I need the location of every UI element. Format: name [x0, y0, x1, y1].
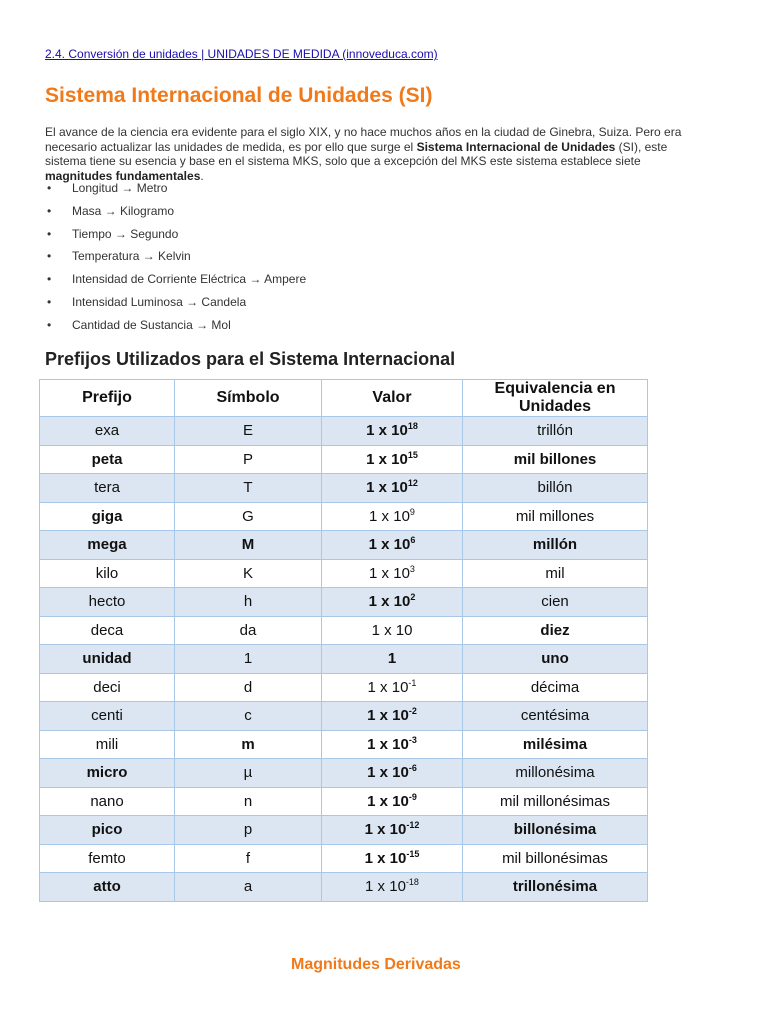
cell-valor [322, 759, 463, 788]
cell-equivalencia: diez [463, 616, 648, 645]
cell-equivalencia: millonésima [463, 759, 648, 788]
valor-exponent: 9 [409, 506, 415, 517]
prefixes-table [39, 379, 648, 902]
valor-base: 1 x 10 [366, 422, 408, 440]
table-row [40, 873, 648, 902]
valor-exponent: -12 [406, 820, 420, 831]
intro-paragraph [45, 125, 710, 183]
cell-simbolo: 1 [175, 645, 322, 674]
valor-base: 1 x 10 [368, 536, 411, 554]
table-title: Prefijos Utilizados para el Sistema Internacional [45, 349, 456, 369]
table-row [40, 702, 648, 731]
unit-text: Longitud → Metro [72, 181, 168, 195]
cell-equivalencia: décima [463, 673, 648, 702]
cell-simbolo: da [175, 616, 322, 645]
cell-valor [322, 844, 463, 873]
cell-simbolo: E [175, 417, 322, 446]
valor-base: 1 x 10 [371, 621, 413, 639]
cell-valor [322, 417, 463, 446]
cell-prefijo: femto [40, 844, 175, 873]
unit-text: Masa → Kilogramo [72, 203, 175, 218]
valor-base: 1 x 10 [364, 849, 407, 867]
intro-text-2: (SI), este sistema tiene su esencia y base en el sistema MKS, solo que a excepción del MKS este sistema establece siete [45, 139, 668, 168]
valor-base: 1 x 10 [368, 593, 411, 611]
table-row [40, 645, 648, 674]
valor-exponent: 6 [410, 535, 416, 546]
table-row [40, 844, 648, 873]
cell-equivalencia: milésima [463, 730, 648, 759]
unit-list-item [45, 315, 306, 338]
valor-base: 1 x 10 [366, 479, 408, 497]
table-header-row [40, 380, 648, 417]
table-row [40, 616, 648, 645]
cell-equivalencia: mil millonésimas [463, 787, 648, 816]
valor-exponent: -18 [405, 877, 419, 888]
cell-equivalencia: mil [463, 559, 648, 588]
cell-valor [322, 588, 463, 617]
cell-simbolo: P [175, 445, 322, 474]
cell-simbolo: d [175, 673, 322, 702]
cell-equivalencia: mil billones [463, 445, 648, 474]
unit-list-item [45, 178, 306, 201]
header-prefijo: Prefijo [40, 380, 175, 417]
cell-simbolo: G [175, 502, 322, 531]
intro-text-3: . [200, 168, 204, 183]
valor-exponent: 2 [410, 592, 416, 603]
cell-valor [322, 730, 463, 759]
cell-prefijo: pico [40, 816, 175, 845]
table-row [40, 559, 648, 588]
source-link[interactable]: 2.4. Conversión de unidades | UNIDADES DE MEDIDA (innoveduca.com) [45, 47, 438, 61]
unit-text: Tiempo → Segundo [72, 226, 179, 241]
valor-base: 1 x 10 [365, 878, 406, 896]
unit-list-item [45, 246, 306, 269]
cell-simbolo: M [175, 531, 322, 560]
cell-valor [322, 502, 463, 531]
valor-base: 1 x 10 [367, 707, 409, 725]
valor-exponent: -2 [408, 706, 417, 717]
bullet-icon: • [47, 272, 52, 287]
bullet-icon: • [47, 203, 52, 218]
cell-valor [322, 702, 463, 731]
table-row [40, 673, 648, 702]
section-title-derived: Magnitudes Derivadas [291, 956, 461, 973]
cell-prefijo: micro [40, 759, 175, 788]
cell-simbolo: T [175, 474, 322, 503]
cell-simbolo: µ [175, 759, 322, 788]
cell-equivalencia: mil millones [463, 502, 648, 531]
valor-exponent: -3 [408, 734, 417, 745]
valor-exponent: 15 [407, 449, 418, 460]
cell-equivalencia: millón [463, 531, 648, 560]
valor-exponent: 12 [407, 478, 418, 489]
cell-prefijo: peta [40, 445, 175, 474]
table-row [40, 730, 648, 759]
cell-prefijo: mili [40, 730, 175, 759]
bullet-icon: • [47, 249, 52, 264]
table-row [40, 816, 648, 845]
header-simbolo: Símbolo [175, 380, 322, 417]
cell-valor [322, 531, 463, 560]
cell-equivalencia: cien [463, 588, 648, 617]
cell-prefijo: deci [40, 673, 175, 702]
valor-base: 1 x 10 [367, 735, 409, 753]
unit-text: Intensidad Luminosa → Candela [72, 294, 247, 309]
header-valor: Valor [322, 380, 463, 417]
cell-equivalencia: trillonésima [463, 873, 648, 902]
unit-list-item [45, 292, 306, 315]
valor-base: 1 x 10 [367, 792, 409, 810]
cell-valor [322, 474, 463, 503]
header-equivalencia: Equivalencia en Unidades [463, 380, 648, 417]
fundamental-units-list [45, 178, 306, 338]
unit-list-item [45, 224, 306, 247]
cell-simbolo: f [175, 844, 322, 873]
cell-simbolo: K [175, 559, 322, 588]
intro-bold-si: Sistema Internacional de Unidades [416, 139, 616, 154]
unit-text: Temperatura → Kelvin [72, 249, 191, 264]
bullet-icon: • [47, 294, 52, 309]
valor-exponent: -9 [408, 791, 417, 802]
cell-simbolo: p [175, 816, 322, 845]
cell-valor [322, 673, 463, 702]
table-row [40, 588, 648, 617]
cell-prefijo: centi [40, 702, 175, 731]
valor-exponent: 18 [407, 421, 418, 432]
cell-simbolo: h [175, 588, 322, 617]
cell-valor [322, 816, 463, 845]
cell-simbolo: c [175, 702, 322, 731]
cell-prefijo: tera [40, 474, 175, 503]
cell-equivalencia: centésima [463, 702, 648, 731]
unit-list-item [45, 269, 306, 292]
unit-text: Cantidad de Sustancia → Mol [72, 317, 231, 332]
cell-simbolo: m [175, 730, 322, 759]
bullet-icon: • [47, 181, 52, 195]
unit-list-item [45, 201, 306, 224]
table-row [40, 417, 648, 446]
table-row [40, 445, 648, 474]
table-row [40, 474, 648, 503]
cell-valor [322, 445, 463, 474]
cell-prefijo: exa [40, 417, 175, 446]
valor-base: 1 x 10 [367, 678, 409, 696]
valor-base: 1 x 10 [369, 507, 410, 525]
valor-base: 1 x 10 [364, 821, 407, 839]
table-row [40, 502, 648, 531]
cell-valor [322, 873, 463, 902]
table-row [40, 531, 648, 560]
cell-simbolo: a [175, 873, 322, 902]
intro-bold-magnitudes: magnitudes fundamentales [45, 168, 201, 183]
valor-exponent: -6 [408, 763, 417, 774]
valor-exponent: -1 [408, 677, 417, 688]
cell-prefijo: atto [40, 873, 175, 902]
cell-prefijo: mega [40, 531, 175, 560]
cell-equivalencia: mil billonésimas [463, 844, 648, 873]
cell-prefijo: nano [40, 787, 175, 816]
cell-prefijo: kilo [40, 559, 175, 588]
table-body [40, 417, 648, 902]
valor-base: 1 x 10 [369, 564, 410, 582]
unit-text: Intensidad de Corriente Eléctrica → Ampere [72, 272, 307, 287]
cell-equivalencia: trillón [463, 417, 648, 446]
intro-text-1: El avance de la ciencia era evidente para el siglo XIX, y no hace muchos años en la ciudad de Ginebra, Suiza. Pero era necesario actualizar las unidades de medida, es por ello que surge el [45, 125, 682, 154]
cell-valor [322, 616, 463, 645]
table-row [40, 787, 648, 816]
cell-equivalencia: billonésima [463, 816, 648, 845]
cell-valor [322, 787, 463, 816]
cell-prefijo: hecto [40, 588, 175, 617]
page-title: Sistema Internacional de Unidades (SI) [45, 84, 433, 107]
cell-equivalencia: uno [463, 645, 648, 674]
valor-base: 1 x 10 [366, 450, 408, 468]
valor-base: 1 x 10 [367, 764, 409, 782]
valor-base: 1 [387, 650, 397, 668]
valor-exponent: 3 [409, 563, 415, 574]
cell-prefijo: unidad [40, 645, 175, 674]
bullet-icon: • [47, 226, 52, 241]
cell-equivalencia: billón [463, 474, 648, 503]
cell-prefijo: giga [40, 502, 175, 531]
cell-valor [322, 645, 463, 674]
cell-prefijo: deca [40, 616, 175, 645]
valor-exponent: -15 [406, 848, 420, 859]
table-row [40, 759, 648, 788]
cell-simbolo: n [175, 787, 322, 816]
bullet-icon: • [47, 317, 52, 332]
cell-valor [322, 559, 463, 588]
